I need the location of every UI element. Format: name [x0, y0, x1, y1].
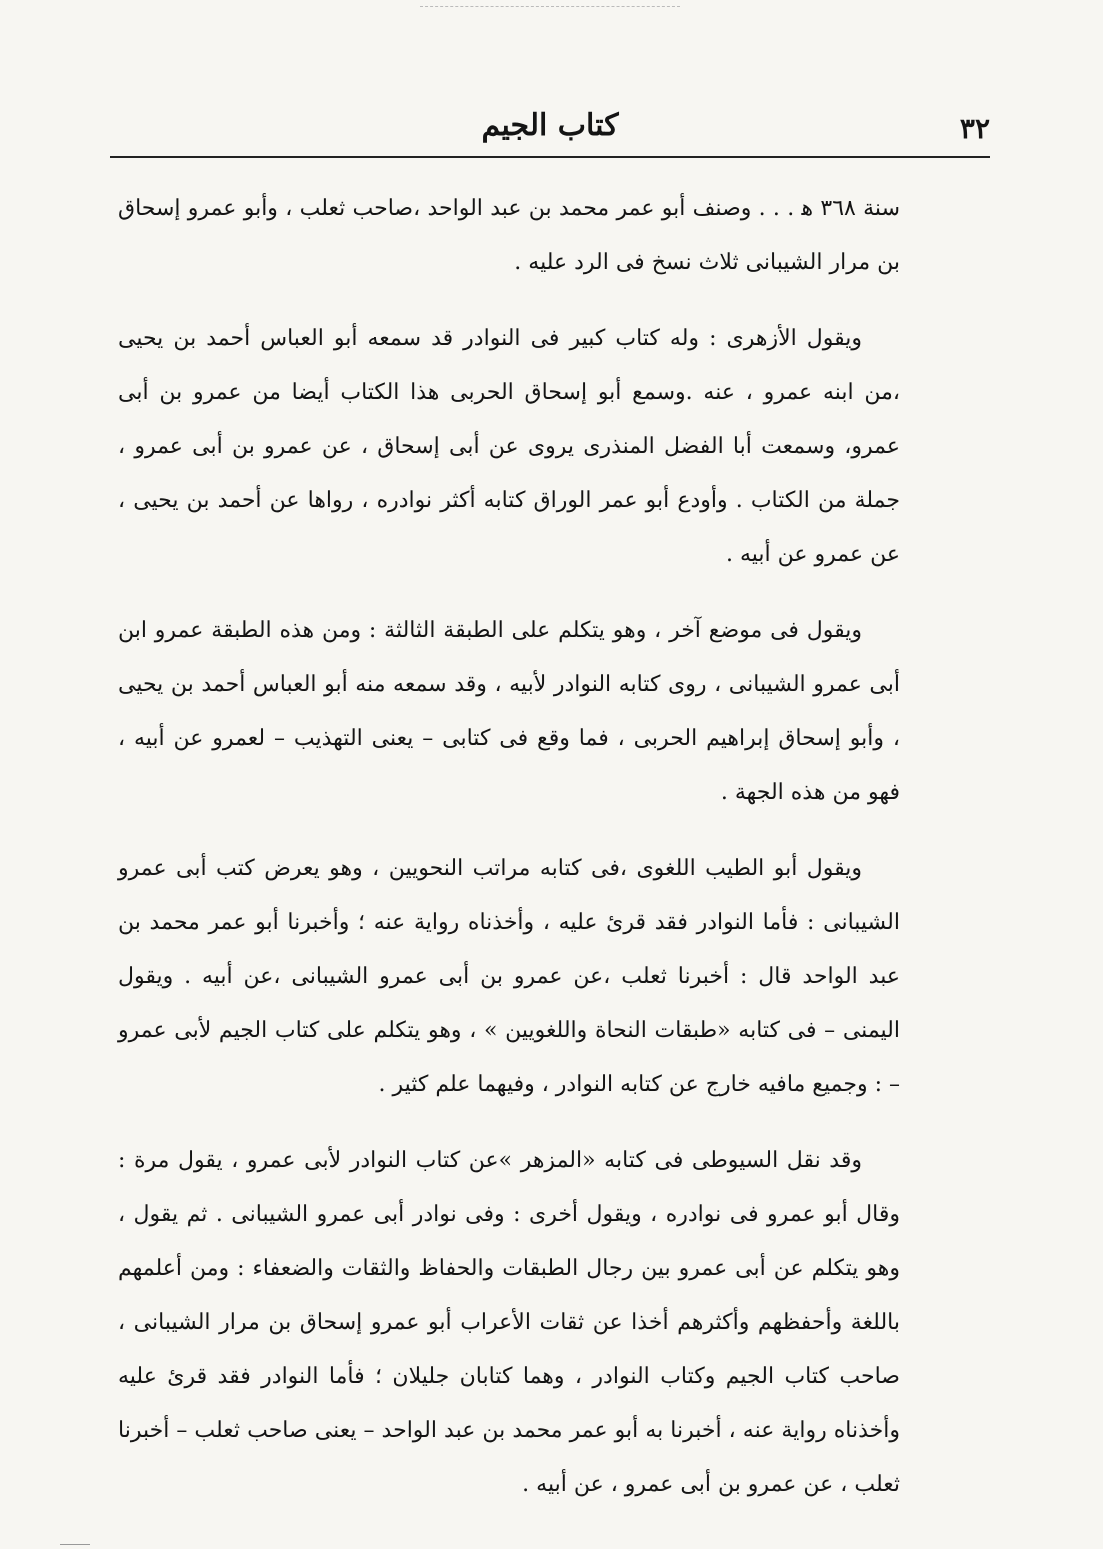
scan-mark [420, 6, 680, 9]
page-header [110, 98, 990, 154]
header-rule [110, 156, 990, 158]
running-title: كتاب الجيم [481, 108, 619, 143]
paragraph-5: وقد نقل السيوطى فى كتابه «المزهر »عن كتاب النوادر لأبى عمرو ، يقول مرة : وقال أبو عمرو فى نوادره ، ويقول أخرى : وفى نوادر أبى عمرو الشيبانى . ثم يقول ، وهو يتكلم عن أبى عمرو بين رجال الطبقات والحفاظ والثقات والضعفاء : ومن أعلمهم باللغة وأحفظهم وأكثرهم أخذا عن ثقات الأعراب أبو عمرو إسحاق بن مرار الشيبانى ، صاحب كتاب الجيم وكتاب النوادر ، وهما كتابان جليلان ؛ فأما النوادر فقد قرئ عليه وأخذناه رواية عنه ، أخبرنا به أبو عمر محمد بن عبد الواحد – يعنى صاحب ثعلب – أخبرنا ثعلب ، عن عمرو بن أبى عمرو ، عن أبيه . [118, 1148, 900, 1497]
paragraph-1: سنة ٣٦٨ ﻫ . . . وصنف أبو عمر محمد بن عبد الواحد ،صاحب ثعلب ، وأبو عمرو إسحاق بن مرار الشيبانى ثلاث نسخ فى الرد عليه . [118, 196, 900, 275]
page-number: ٣٢ [959, 112, 990, 145]
scan-mark-bottom [60, 1544, 90, 1545]
paragraph-4: ويقول أبو الطيب اللغوى ،فى كتابه مراتب النحويين ، وهو يعرض كتب أبى عمرو الشيبانى : فأما النوادر فقد قرئ عليه ، وأخذناه رواية عنه ؛ وأخبرنا أبو عمر محمد بن عبد الواحد قال : أخبرنا ثعلب ،عن عمرو بن أبى عمرو الشيبانى ،عن أبيه . ويقول اليمنى – فى كتابه «طبقات النحاة واللغويين » ، وهو يتكلم على كتاب الجيم لأبى عمرو – : وجميع مافيه خارج عن كتابه النوادر ، وفيهما علم كثير . [118, 856, 900, 1097]
body-text [118, 182, 900, 1534]
paragraph-2: ويقول الأزهرى : وله كتاب كبير فى النوادر قد سمعه أبو العباس أحمد بن يحيى ،من ابنه عمرو ، عنه .وسمع أبو إسحاق الحربى هذا الكتاب أيضا من عمرو بن أبى عمرو، وسمعت أبا الفضل المنذرى يروى عن أبى إسحاق ، عن عمرو بن أبى عمرو ، جملة من الكتاب . وأودع أبو عمر الوراق كتابه أكثر نوادره ، رواها عن أحمد بن يحيى ، عن عمرو عن أبيه . [118, 326, 900, 567]
paragraph-3: ويقول فى موضع آخر ، وهو يتكلم على الطبقة الثالثة : ومن هذه الطبقة عمرو ابن أبى عمرو الشيبانى ، روى كتابه النوادر لأبيه ، وقد سمعه منه أبو العباس أحمد بن يحيى ، وأبو إسحاق إبراهيم الحربى ، فما وقع فى كتابى – يعنى التهذيب – لعمرو عن أبيه ، فهو من هذه الجهة . [118, 618, 900, 805]
